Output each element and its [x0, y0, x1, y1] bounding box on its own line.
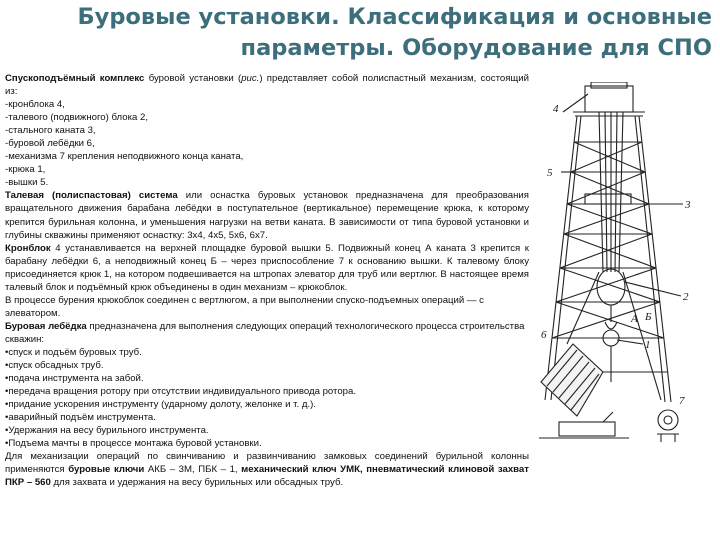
list-item: -вышки 5. — [5, 177, 49, 189]
label-4: 4 — [553, 103, 559, 115]
label-6: 6 — [541, 329, 547, 341]
text: предназначена для выполнения следующих операций технологического процесса строительства скважин: — [5, 320, 525, 345]
list-item: •Удержания на весу бурильного инструмента. — [5, 425, 209, 437]
list-item: -кронблока 4, — [5, 99, 65, 111]
slide-body-text — [5, 72, 529, 490]
term: буровые ключи — [68, 464, 145, 476]
list-item: •спуск обсадных труб. — [5, 360, 104, 372]
list-item: •Подъема мачты в процессе монтажа буровой установки. — [5, 438, 262, 450]
text: для захвата и удержания на весу бурильных или обсадных труб. — [50, 477, 344, 489]
term: механический ключ — [241, 464, 337, 476]
term: Спускоподъёмный комплекс — [5, 73, 145, 84]
title-line-2: параметры. Оборудование для СПО — [240, 35, 712, 61]
label-7: 7 — [679, 395, 685, 407]
label-5: 5 — [547, 167, 553, 179]
crown-block-top — [591, 82, 627, 88]
label-3: 3 — [685, 199, 691, 211]
list-item: -талевого (подвижного) блока 2, — [5, 112, 148, 124]
drilling-rig-drawing — [533, 82, 719, 464]
paragraph-spo-complex — [5, 72, 529, 98]
hook-shape — [605, 322, 617, 329]
list-item: -буровой лебёдки 6, — [5, 138, 95, 150]
list-item: -механизма 7 крепления неподвижного конца каната, — [5, 151, 244, 163]
list-item: •придание ускорения инструменту (ударному долоту, желонке и т. д.). — [5, 399, 316, 411]
list-item: -крюка 1, — [5, 164, 46, 176]
derrick-right-leg — [639, 116, 671, 402]
text: 4 устанавливается на верхней площадке буровой вышки 5. Подвижный конец А каната 3 крепится к барабану лебёдки 6, а неподвижный конец Б – через приспособление 7 к основанию вышки. К талевому блоку присоединяется крюк 1, на котором подвешивается на штропах элеватор для труб или вертлюг. В настоящее время талевый блок и подъёмный крюк объединены в один механизм – крюкоблок. — [5, 242, 529, 293]
slide-title — [2, 2, 712, 64]
label-b: Б — [645, 311, 652, 323]
paragraph-tackle-system — [5, 189, 529, 241]
label-2: 2 — [683, 291, 689, 303]
crown-block-shape — [585, 86, 633, 112]
drawworks-shape — [539, 344, 629, 438]
text: буровой установки ( — [144, 73, 242, 84]
drilling-rig-figure — [533, 82, 719, 464]
figure-ref: рис. — [241, 73, 260, 84]
paragraph-drawworks — [5, 320, 529, 346]
term: Буровая лебёдка — [5, 320, 87, 332]
label-a: А — [631, 313, 638, 325]
term: УМК, пневматический клиновой захват ПКР – 560 — [5, 464, 529, 489]
term: Талевая (полиспастовая) система — [5, 190, 178, 202]
paragraph-tongs — [5, 450, 529, 489]
list-item: -стального каната 3, — [5, 125, 96, 137]
text: или оснастка буровых установок предназначена для преобразования вращательного движения барабана лебёдки в поступательное (вертикальное) перемещение крюка, к которому крепится бурильная колонна, и уменьшения нагрузки на ветви каната. В зависимости от типа буровой установки и глубины скважины применяют оснастку: 3х4, 4х5, 5х6, 6х7. — [5, 190, 529, 241]
deadline-anchor-shape — [657, 410, 679, 442]
label-1: 1 — [645, 339, 651, 351]
text: ) представляет собой полиспастный механизм, состоящий из: — [5, 73, 529, 98]
list-item: •подача инструмента на забой. — [5, 373, 144, 385]
list-item: •аварийный подъём инструмента. — [5, 412, 156, 424]
paragraph-crown-block — [5, 242, 529, 294]
text: Для механизации операций по свинчиванию и развинчиванию замковых соединений бурильной колонны применяются — [5, 451, 529, 476]
list-item: •спуск и подъём буровых труб. — [5, 346, 142, 358]
title-line-1: Буровые установки. Классификация и основные — [77, 4, 712, 30]
text: АКБ – 3М, ПБК – 1, — [144, 464, 242, 476]
paragraph-hook-block: В процессе бурения крюкоблок соединен с вертлюгом, а при выполнении спуско-подъемных операций — с элеватором. — [5, 294, 484, 319]
list-item: •передача вращения ротору при отсутствии индивидуального привода ротора. — [5, 386, 356, 398]
term: Кронблок — [5, 242, 51, 254]
